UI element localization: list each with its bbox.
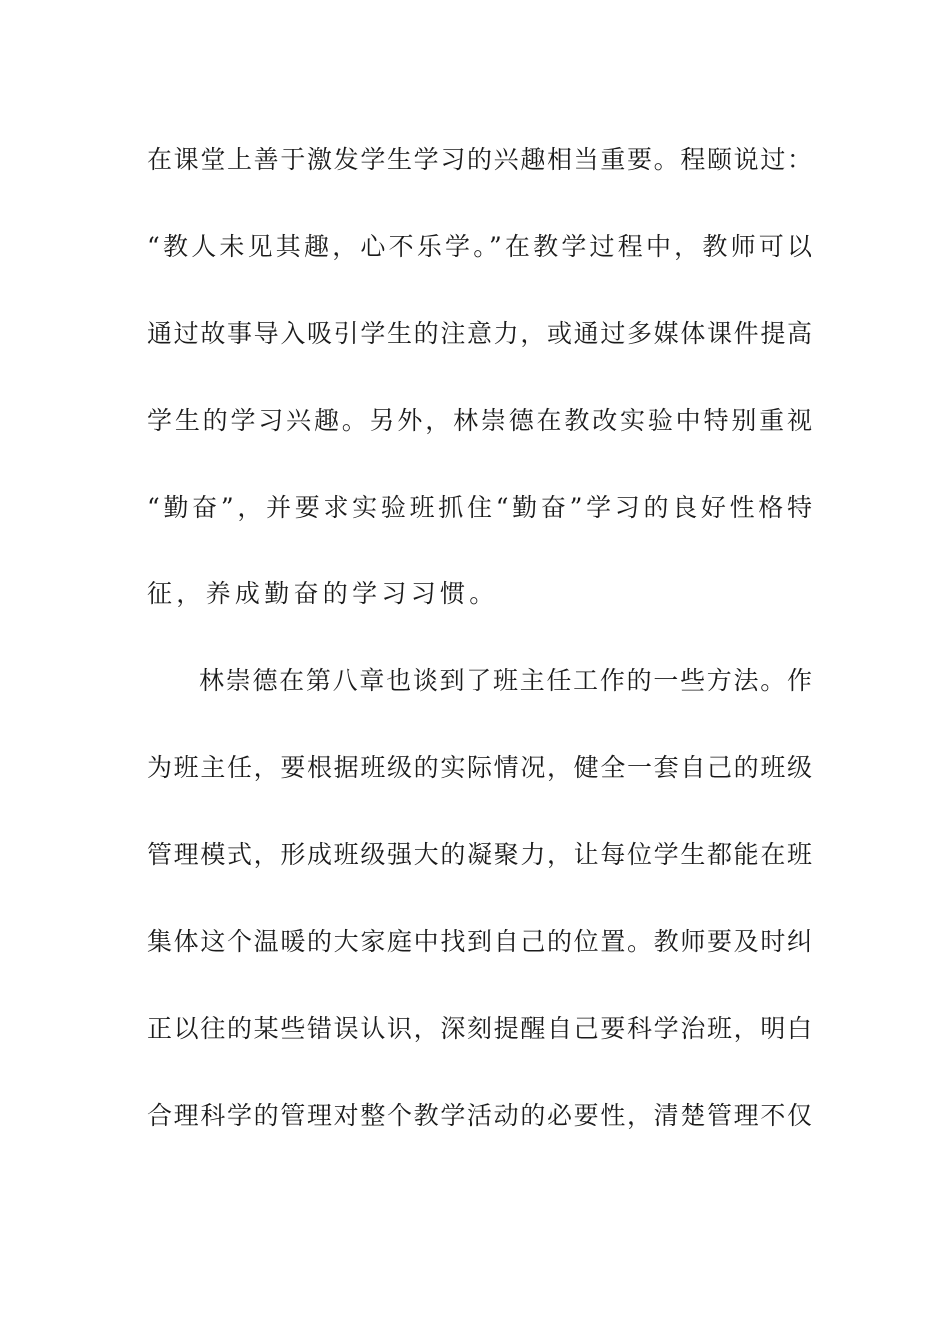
text-line: 通过故事导入吸引学生的注意力，或通过多媒体课件提高 (147, 318, 812, 348)
text-line: 为班主任，要根据班级的实际情况，健全一套自己的班级 (147, 753, 812, 783)
text-line: 学生的学习兴趣。另外，林崇德在教改实验中特别重视 (147, 405, 812, 435)
text-line: 管理模式，形成班级强大的凝聚力，让每位学生都能在班 (147, 840, 812, 870)
text-line: 集体这个温暖的大家庭中找到自己的位置。教师要及时纠 (147, 927, 812, 957)
text-line: 正以往的某些错误认识，深刻提醒自己要科学治班，明白 (147, 1013, 812, 1043)
text-line: “勤奋”，并要求实验班抓住“勤奋”学习的良好性格特 (147, 492, 812, 522)
paragraph-first-line: 林崇德在第八章也谈到了班主任工作的一些方法。作 (199, 666, 812, 696)
body-text (147, 130, 812, 1173)
text-line: 在课堂上善于激发学生学习的兴趣相当重要。程颐说过： (147, 145, 812, 174)
text-line: “教人未见其趣，心不乐学。”在教学过程中，教师可以 (147, 231, 812, 261)
text-line: 征，养成勤奋的学习习惯。 (147, 579, 499, 609)
text-line: 合理科学的管理对整个教学活动的必要性，清楚管理不仅 (147, 1100, 812, 1130)
